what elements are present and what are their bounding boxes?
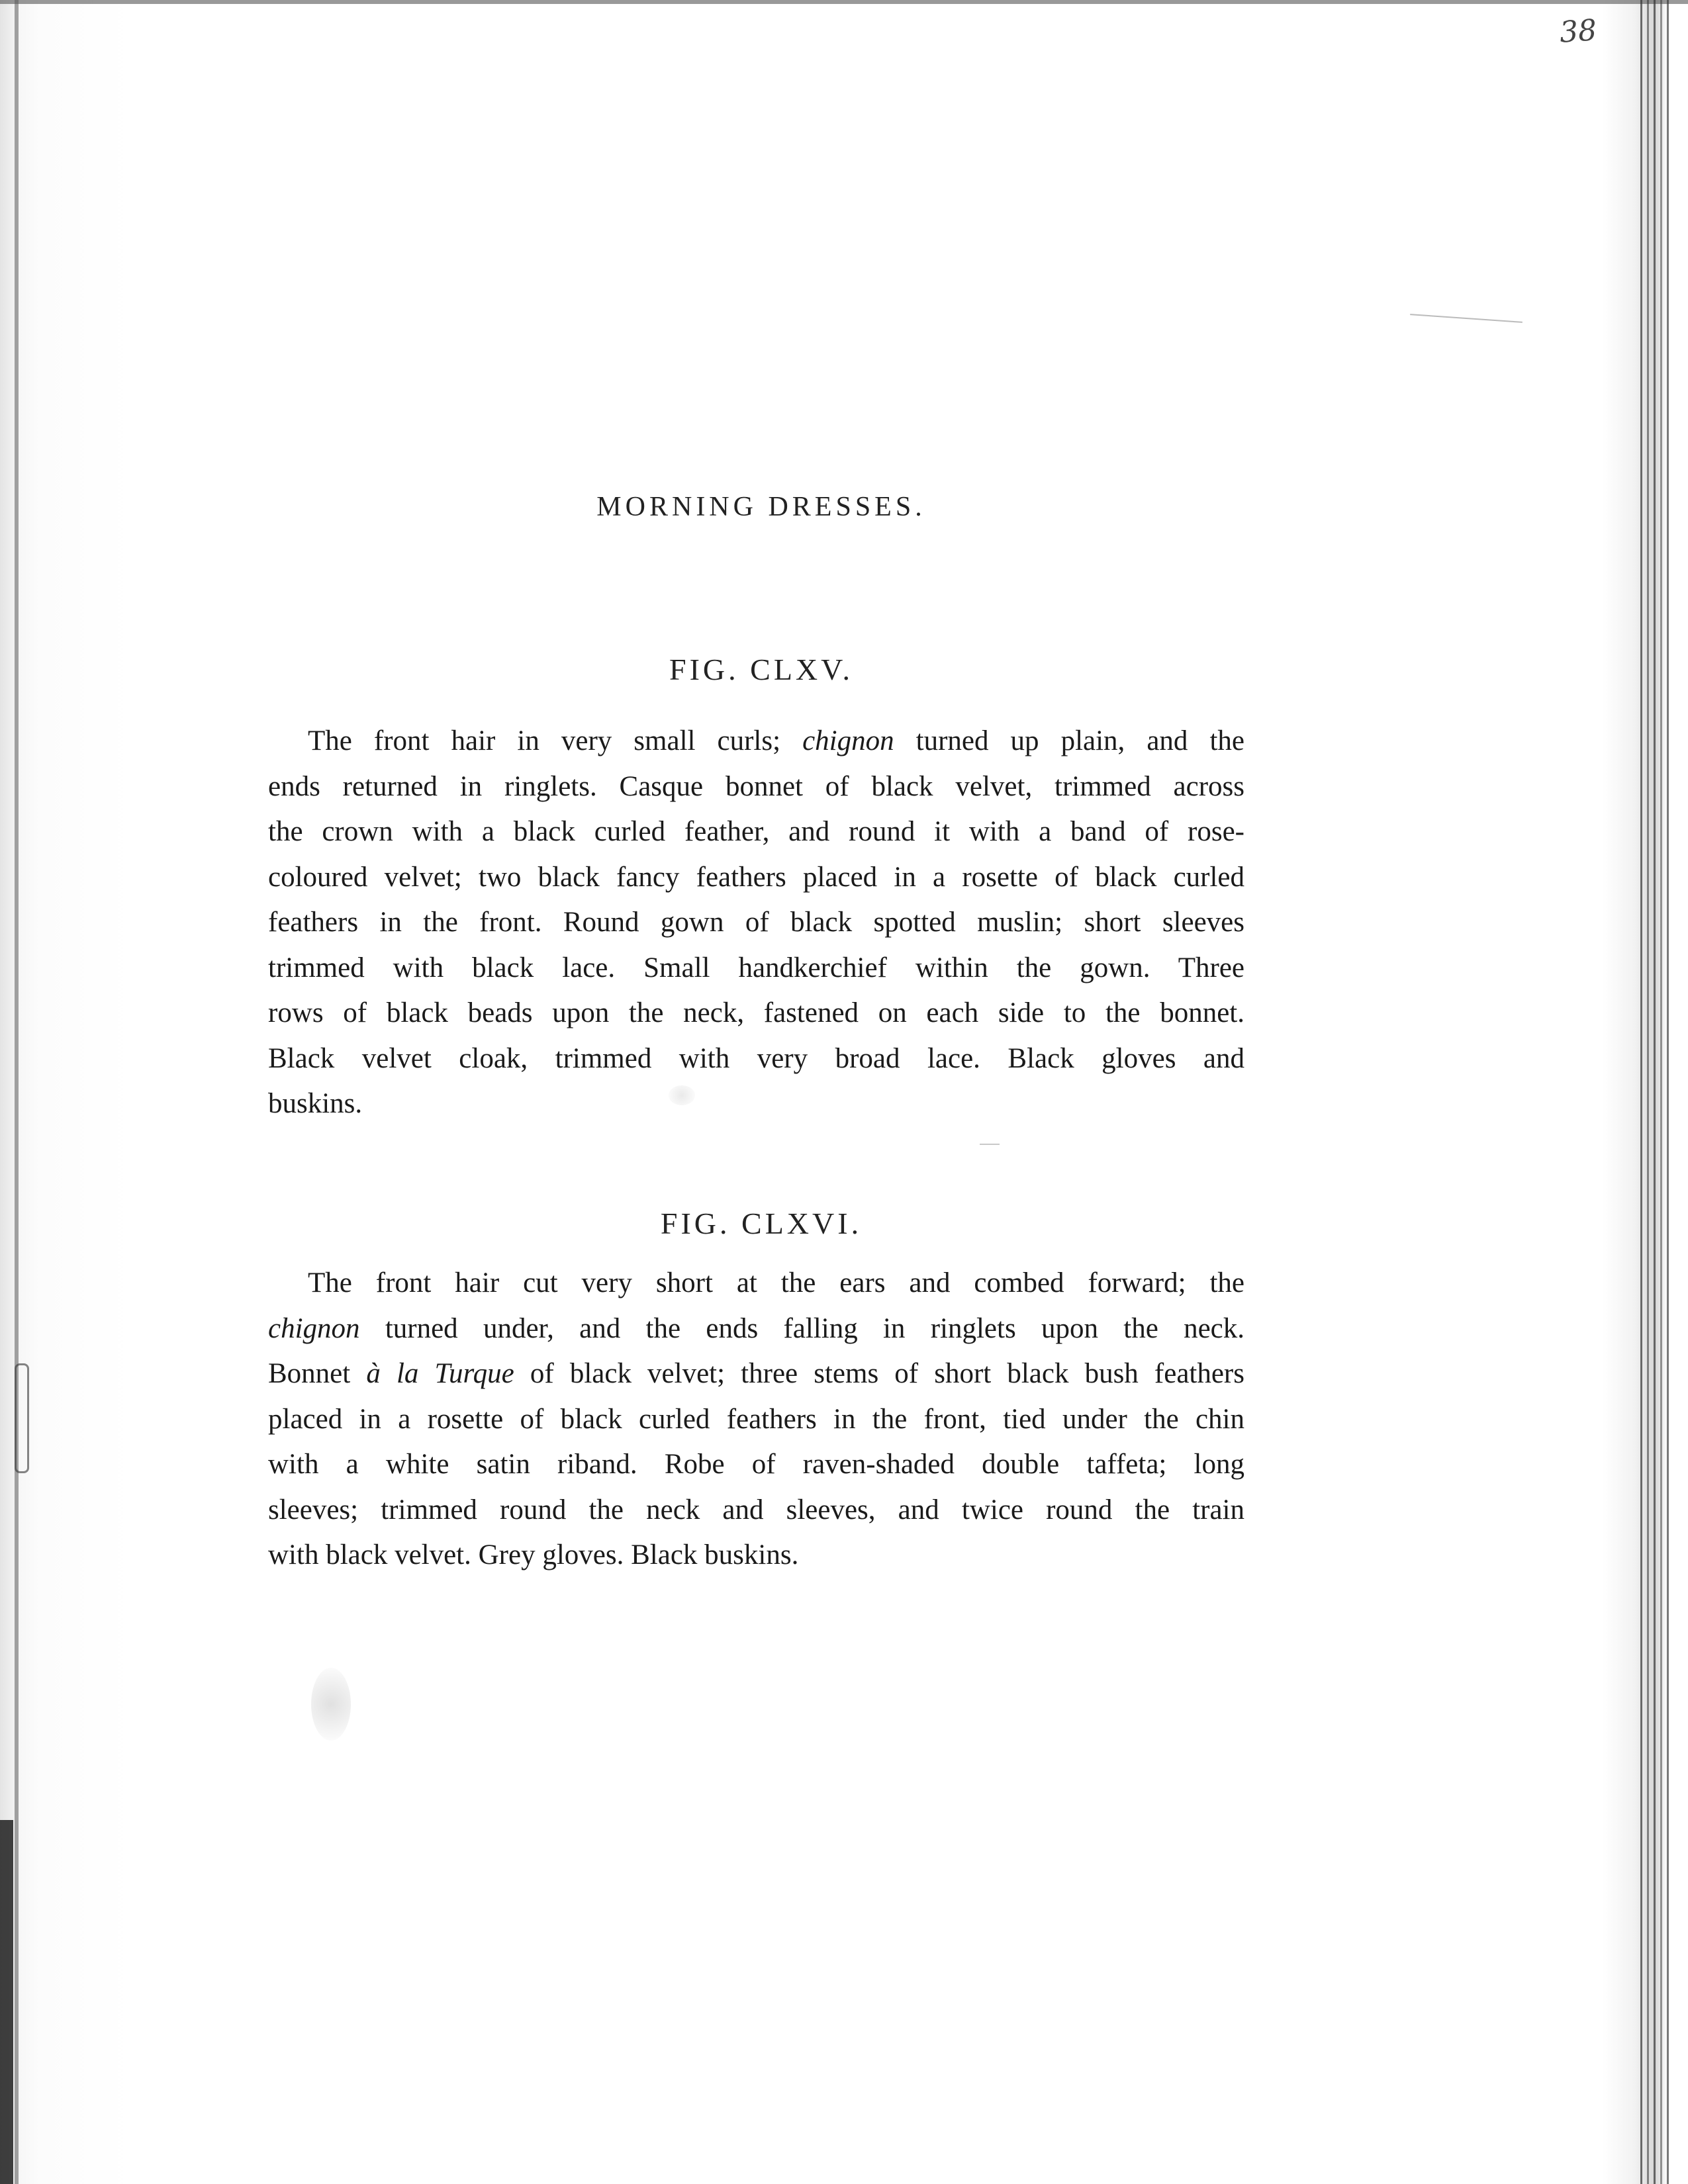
text-line: Bonnet à la Turque of black velvet; three stems of short black bush feathers: [268, 1358, 1244, 1389]
pencil-mark: [980, 1144, 1000, 1145]
text-line: sleeves; trimmed round the neck and sleeves, and twice round the train: [268, 1494, 1244, 1525]
text-line: with a white satin riband. Robe of raven-shaded double taffeta; long: [268, 1449, 1244, 1480]
text-line: coloured velvet; two black fancy feathers placed in a rosette of black curled: [268, 861, 1244, 893]
ribbon-mark: [15, 1363, 29, 1473]
text-line: The front hair in very small curls; chignon turned up plain, and the: [308, 725, 1244, 756]
folio-number: 38: [1558, 13, 1598, 50]
text-line: ends returned in ringlets. Casque bonnet of black velvet, trimmed across: [268, 770, 1244, 802]
text-line: chignon turned under, and the ends falling in ringlets upon the neck.: [268, 1312, 1244, 1344]
page-stack-edges-right: [1635, 0, 1675, 2184]
figure-description-clxvi: [268, 1261, 1244, 1578]
text-line: placed in a rosette of black curled feathers in the front, tied under the chin: [268, 1403, 1244, 1435]
text-line: Black velvet cloak, trimmed with very broad lace. Black gloves and: [268, 1042, 1244, 1074]
text-line: feathers in the front. Round gown of black spotted muslin; short sleeves: [268, 907, 1244, 938]
italic-term: à la Turque: [366, 1358, 514, 1389]
binding-edge-left: [15, 0, 19, 2184]
text-line: buskins.: [268, 1088, 363, 1119]
italic-term: chignon: [802, 725, 894, 756]
figure-title-clxvi: FIG. CLXVI.: [660, 1206, 863, 1240]
page-heading: MORNING DRESSES.: [596, 492, 926, 522]
text-line: The front hair cut very short at the ears and combed forward; the: [308, 1267, 1244, 1298]
binding-shadow: [0, 1820, 13, 2184]
page-top-edge: [0, 0, 1688, 4]
text-line: rows of black beads upon the neck, fastened on each side to the bonnet.: [268, 997, 1244, 1028]
italic-term: chignon: [268, 1312, 360, 1344]
stain: [311, 1668, 351, 1741]
text-line: trimmed with black lace. Small handkerchief within the gown. Three: [268, 952, 1244, 983]
figure-description-clxv: [268, 719, 1244, 1127]
figure-title-clxv: FIG. CLXV.: [669, 653, 853, 686]
text-line: the crown with a black curled feather, and round it with a band of rose-: [268, 816, 1244, 847]
text-line: with black velvet. Grey gloves. Black buskins.: [268, 1539, 799, 1570]
